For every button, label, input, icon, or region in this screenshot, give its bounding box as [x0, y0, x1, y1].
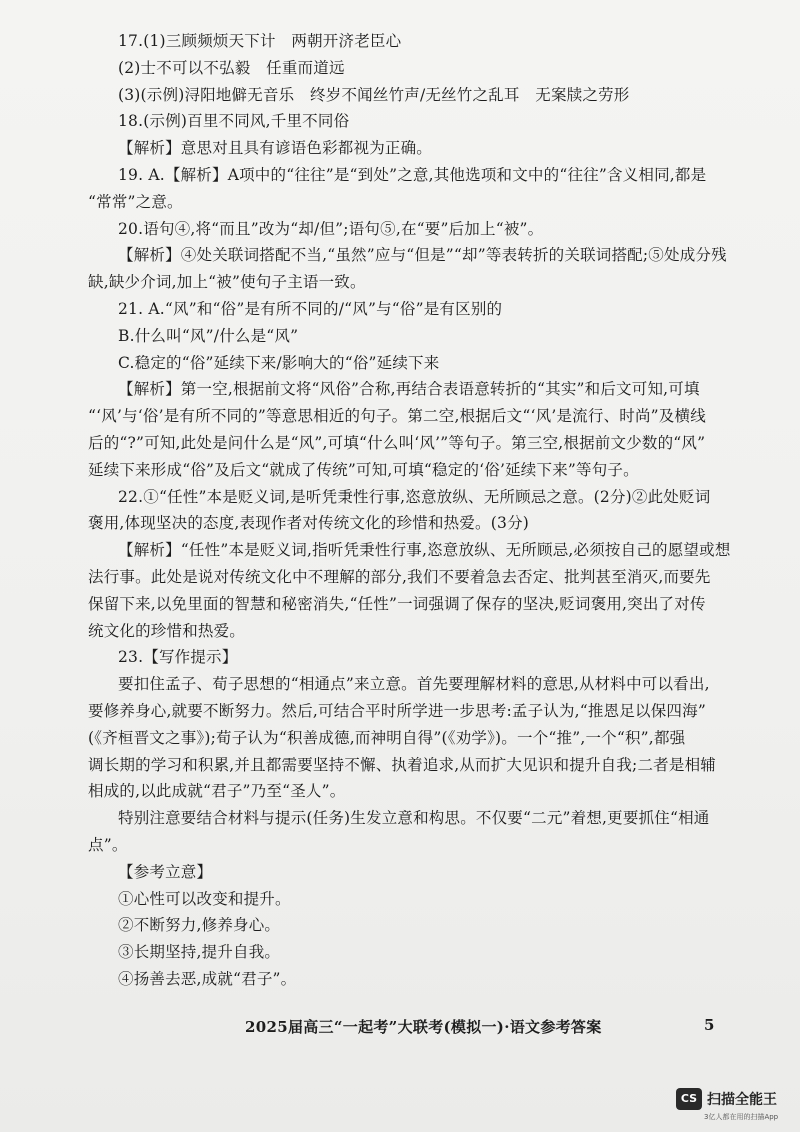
text-line: 【解析】“任性”本是贬义词,指听凭秉性行事,恣意放纵、无所顾忌,必须按自己的愿望或想: [118, 541, 731, 560]
text-line: 【解析】④处关联词搭配不当,“虽然”应与“但是”“却”等表转折的关联词搭配;⑤处成分残: [118, 246, 727, 265]
text-line: (《齐桓晋文之事》);荀子认为“积善成德,而神明自得”(《劝学》)。一个“推”,一个“积”,都强: [88, 728, 686, 747]
text-line: 延续下来形成“俗”及后文“就成了传统”可知,可填“稳定的‘俗’延续下来”等句子。: [88, 460, 639, 479]
answer-content: [88, 28, 731, 993]
text-line: 要扣住孟子、荀子思想的“相通点”来立意。首先要理解材料的意思,从材料中可以看出,: [118, 675, 710, 694]
text-line: ①心性可以改变和提升。: [118, 889, 291, 908]
text-line: 18.(示例)百里不同风,千里不同俗: [118, 112, 350, 131]
text-line: “常常”之意。: [88, 192, 183, 211]
text-line: “‘风’与‘俗’是有所不同的”等意思相近的句子。第二空,根据后文“‘风’是流行、时尚”及横线: [88, 407, 706, 426]
text-line: 褒用,体现坚决的态度,表现作者对传统文化的珍惜和热爱。(3分): [88, 514, 530, 533]
text-line: 相成的,以此成就“君子”乃至“圣人”。: [88, 782, 346, 801]
text-line: 19. A.【解析】A项中的“往往”是“到处”之意,其他选项和文中的“往往”含义相同,都是: [118, 165, 707, 184]
camscanner-logo-icon: CS: [676, 1088, 702, 1110]
text-line: 【解析】意思对且具有谚语色彩都视为正确。: [118, 139, 433, 158]
text-line: C.稳定的“俗”延续下来/影响大的“俗”延续下来: [118, 353, 440, 372]
text-line: 特别注意要结合材料与提示(任务)生发立意和构思。不仅要“二元”着想,更要抓住“相通: [118, 809, 710, 828]
text-line: 保留下来,以免里面的智慧和秘密消失,“任性”一词强调了保存的坚决,贬词褒用,突出了对传: [88, 594, 706, 613]
text-line: 21. A.“风”和“俗”是有所不同的/“风”与“俗”是有区别的: [118, 299, 503, 318]
text-line: 统文化的珍惜和热爱。: [88, 621, 246, 640]
text-line: 要修养身心,就要不断努力。然后,可结合平时所学进一步思考:孟子认为,“推恩足以保四海”: [88, 701, 706, 720]
text-line: ②不断努力,修养身心。: [118, 916, 281, 935]
text-line: ③长期坚持,提升自我。: [118, 943, 281, 962]
text-line: 【参考立意】: [118, 862, 213, 881]
text-line: 23.【写作提示】: [118, 648, 238, 667]
text-line: B.什么叫“风”/什么是“风”: [118, 326, 299, 345]
watermark-tagline: 3亿人都在用的扫描App: [704, 1113, 779, 1121]
text-line: 【解析】第一空,根据前文将“风俗”合称,再结合表语意转折的“其实”和后文可知,可填: [118, 380, 700, 399]
text-line: 点”。: [88, 835, 128, 854]
page-number: 5: [704, 1016, 715, 1034]
text-line: 20.语句④,将“而且”改为“却/但”;语句⑤,在“要”后加上“被”。: [118, 219, 544, 238]
text-line: 17.(1)三顾频烦天下计 两朝开济老臣心: [118, 32, 402, 50]
watermark-name: 扫描全能王: [707, 1092, 777, 1108]
text-line: (2)士不可以不弘毅 任重而道远: [118, 58, 345, 77]
text-line: (3)(示例)浔阳地僻无音乐 终岁不闻丝竹声/无丝竹之乱耳 无案牍之劳形: [118, 85, 630, 104]
page-footer-title: 2025届高三“一起考”大联考(模拟一)·语文参考答案: [245, 1018, 602, 1036]
text-line: ④扬善去恶,成就“君子”。: [118, 969, 297, 988]
text-line: 缺,缺少介词,加上“被”使句子主语一致。: [88, 273, 366, 292]
text-line: 调长期的学习和积累,并且都需要坚持不懈、执着追求,从而扩大见识和提升自我;二者是相辅: [88, 755, 716, 774]
text-line: 后的“?”可知,此处是问什么是“风”,可填“什么叫‘风’”等句子。第三空,根据前文少数的“风”: [88, 433, 706, 452]
text-line: 法行事。此处是说对传统文化中不理解的部分,我们不要着急去否定、批判甚至消灭,而要先: [88, 567, 711, 586]
text-line: 22.①“任性”本是贬义词,是听凭秉性行事,恣意放纵、无所顾忌之意。(2分)②此处贬词: [118, 487, 711, 506]
